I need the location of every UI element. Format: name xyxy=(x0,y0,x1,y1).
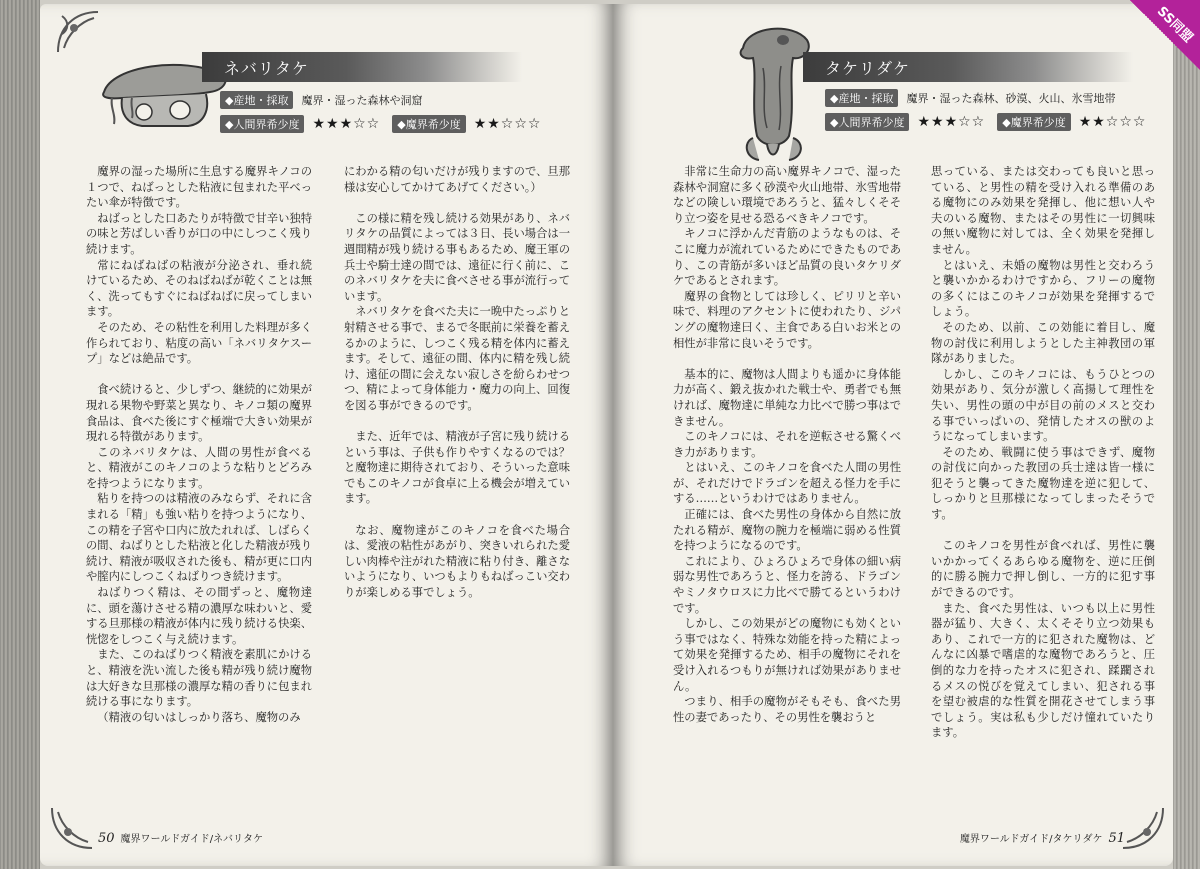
watermark-text: SS同盟 xyxy=(1153,3,1196,46)
human-rarity-label: ◆人間界希少度 xyxy=(220,115,304,133)
human-rarity-stars: ★★★☆☆ xyxy=(917,114,986,130)
takeridake-mushroom-illustration xyxy=(723,18,823,168)
paragraph: キノコに浮かんだ青筋のようなものは、そこに魔力が流れているためにできたものであり、この青筋が多いほど品質の良いタケリダケであるとされます。 xyxy=(673,227,901,288)
paragraph: また、このねばりつく精液を素肌にかけると、精液を洗い流した後も精が残り続け魔物は大好きな旦那様の濃厚な精の香りに包まれ続ける事になります。 xyxy=(86,648,312,709)
human-rarity-stars: ★★★☆☆ xyxy=(312,116,381,132)
paragraph: このネバリタケは、人間の男性が食べると、精液がこのキノコのような粘りとどろみを持つようになります。 xyxy=(86,445,312,490)
demon-rarity-stars: ★★☆☆☆ xyxy=(473,116,542,132)
rarity-field xyxy=(220,114,541,134)
paragraph: また、近年では、精液が子宮に残り続けるという事は、子供も作りやすくなるのでは？と魔物達に期待されており、そういった意味でもこのキノコが食卓に上る機会が増えています。 xyxy=(344,430,570,506)
footer-text: 魔界ワールドガイド/タケリダケ xyxy=(959,834,1103,845)
origin-value: 魔界・湿った森林、砂漠、火山、氷雪地帯 xyxy=(906,92,1116,105)
page-title: タケリダケ xyxy=(803,52,1133,82)
paragraph: また、食べた男性は、いつも以上に男性器が猛り、大きく、太くそそり立つ効果もあり、これで一方的に犯された魔物は、どんなに凶暴で嗜虐的な魔物であろうと、圧倒的な力を持ったオスに犯され、蹂躙されるメスの悦びを覚えてしまい、犯される事を望む被虐的な性質を開花させてしまう事でしょう。実は私も少しだけ憧れていたります。 xyxy=(931,601,1155,740)
page-title: ネバリタケ xyxy=(202,52,522,82)
left-page-footer xyxy=(98,830,263,846)
paragraph: しかし、このキノコには、もうひとつの効果があり、気分が激しく高揚して理性を失い、男性の頭の中が目の前のメスと交わる事でいっぱいの、発情したオスの獣のようになってしまいます。 xyxy=(931,367,1155,444)
paragraph: 常にねばねばの粘液が分泌され、垂れ続けているため、そのねばねばが乾くことは無く、洗ってもすぐにねばねばに戻ってしまいます。 xyxy=(86,258,312,319)
demon-rarity-label: ◆魔界希少度 xyxy=(392,115,465,133)
left-page-column-2 xyxy=(344,164,570,601)
footer-text: 魔界ワールドガイド/ネバリタケ xyxy=(120,834,264,845)
paragraph: 魔界の湿った場所に生息する魔界キノコの１つで、ねばっとした粘液に包まれた平べったい傘が特徴です。 xyxy=(86,165,312,210)
paragraph: このキノコを男性が食べれば、男性に襲いかかってくるあらゆる魔物を、逆に圧倒的に勝る腕力で押し倒し、一方的に犯す事ができるのです。 xyxy=(931,539,1155,600)
paragraph: 食べ続けると、少しずつ、継続的に効果が現れる果物や野菜と異なり、キノコ類の魔界食品は、食べた後にすぐ極端で大きい効果が現れる特徴があります。 xyxy=(86,383,312,444)
paragraph: ねばっとした口あたりが特徴で甘辛い独特の味と芳ばしい香りが口の中にしつこく残り続けます。 xyxy=(86,211,312,256)
paragraph: そのため、以前、この効能に着目し、魔物の討伐に利用しようとした主神教団の軍隊がありました。 xyxy=(931,320,1155,366)
origin-field xyxy=(220,90,422,110)
page-edges-right xyxy=(1173,0,1200,869)
paragraph: このキノコには、それを逆転させる驚くべき力があります。 xyxy=(673,430,901,459)
paragraph: （精液の匂いはしっかり落ち、魔物のみ xyxy=(97,710,301,724)
paragraph: にわかる精の匂いだけが残りますので、旦那様は安心してかけてあげてください。） xyxy=(344,165,570,194)
right-page-footer xyxy=(960,830,1125,846)
page-number: 50 xyxy=(98,831,115,846)
paragraph: しかし、この効果がどの魔物にも効くという事ではなく、特殊な効能を持った精によって効果を発揮するため、相手の魔物にそれを受け入れるつもりが無ければ効果がありません。 xyxy=(673,617,901,693)
origin-label: ◆産地・採取 xyxy=(220,91,293,109)
right-page xyxy=(613,4,1173,866)
right-page-column-1 xyxy=(673,164,901,725)
origin-field xyxy=(825,88,1115,108)
paragraph: 基本的に、魔物は人間よりも遥かに身体能力が高く、鍛え抜かれた戦士や、勇者でも無ければ、魔物達に単純な力比べで勝つ事はできません。 xyxy=(673,367,901,428)
paragraph: なお、魔物達がこのキノコを食べた場合は、愛液の粘性があがり、突きいれられた愛しい肉棒や注がれた精液に粘り付き、離さないようになり、いつもよりもねばっこい交わりが楽しめる事でしょう。 xyxy=(344,523,570,600)
paragraph: ネバリタケを食べた夫に一晩中たっぷりと射精させる事で、まるで冬眠前に栄養を蓄えるかのように、しつこく残る精を体内に蓄えます。そして、遠征の間、体内に精を残し続け、遠征の間に会えない寂しさを紛らわせつつ、精によって身体能力・魔力の向上、回復を図る事ができるのです。 xyxy=(344,305,570,412)
origin-label: ◆産地・採取 xyxy=(825,89,898,107)
origin-value: 魔界・湿った森林や洞窟 xyxy=(301,94,423,107)
rarity-field xyxy=(825,112,1146,132)
paragraph: とはいえ、このキノコを食べた人間の男性が、それだけでドラゴンを超える怪力を手にする……というわけではありません。 xyxy=(673,461,901,506)
paragraph: 魔界の食物としては珍しく、ピリリと辛い味で、料理のアクセントに使われたり、ジパングの魔物達曰く、主食である白いお米との相性が非常に良いそうです。 xyxy=(673,289,901,350)
paragraph: 非常に生命力の高い魔界キノコで、湿った森林や洞窟に多く砂漠や火山地帯、氷雪地帯などの険しい環境であろうと、猛々しくそそり立つ姿を見せる恐るべきキノコです。 xyxy=(673,165,901,225)
corner-ornament-icon xyxy=(1119,804,1167,852)
left-page xyxy=(40,4,613,866)
corner-ornament-icon xyxy=(48,804,96,852)
paragraph: そのため、戦闘に使う事はできず、魔物の討伐に向かった教団の兵士達は皆一様に犯そうと襲ってきた魔物達を逆に犯して、しっかりと旦那様になってしまったそうです。 xyxy=(931,445,1155,522)
page-edges-left xyxy=(0,0,40,869)
demon-rarity-stars: ★★☆☆☆ xyxy=(1078,114,1147,130)
paragraph: この様に精を残し続ける効果があり、ネバリタケの品質によっては３日、長い場合は一週間精が残り続ける事もあるため、魔王軍の兵士や騎士達の間では、遠征に行く前に、このネバリタケを夫に食べさせる事が流行っています。 xyxy=(344,211,570,303)
right-page-column-2 xyxy=(931,164,1155,741)
paragraph: とはいえ、未婚の魔物は男性と交わろうと襲いかかるわけですから、フリーの魔物の多くにはこのキノコが効果を発揮するでしょう。 xyxy=(931,258,1155,319)
watermark-badge xyxy=(1130,0,1200,70)
demon-rarity-label: ◆魔界希少度 xyxy=(997,113,1070,131)
paragraph: 粘りを持つのは精液のみならず、それに含まれる「精」も強い粘りを持つようになり、この精を子宮や口内に放たれれば、しばらくの間、ねばりとした粘液と化した精液が残り続け、精液が吸収された後も、精が更に口内や膣内にしつこくねばりつき続けます。 xyxy=(86,492,312,584)
corner-ornament-icon xyxy=(54,8,102,56)
page-number: 51 xyxy=(1108,831,1125,846)
paragraph: そのため、その粘性を利用した料理が多く作られており、粘度の高い「ネバリタケスープ」などは絶品です。 xyxy=(86,320,312,366)
left-page-column-1 xyxy=(86,164,312,725)
paragraph: 思っている、または交わっても良いと思っている、と男性の精を受け入れる準備のある魔物にのみ効果を発揮し、他に想い人や夫のいる魔物、またはその男性に一切興味の無い魔物に対しては、全く効果を発揮しません。 xyxy=(931,165,1155,256)
paragraph: これにより、ひょろひょろで身体の細い病弱な男性であろうと、怪力を誇る、ドラゴンやミノタウロスに力比べで勝てるというわけです。 xyxy=(673,554,901,615)
paragraph: ねばりつく精は、その間ずっと、魔物達に、頭を蕩けさせる精の濃厚な味わいと、愛する旦那様の精液が体内に残り続ける快楽、恍惚をしつこく与え続けます。 xyxy=(86,586,312,646)
human-rarity-label: ◆人間界希少度 xyxy=(825,113,909,131)
paragraph: つまり、相手の魔物がそもそも、食べた男性の妻であったり、その男性を襲おうと xyxy=(673,695,901,724)
paragraph: 正確には、食べた男性の身体から自然に放たれる精が、魔物の腕力を極端に弱める性質を持つようになるのです。 xyxy=(673,508,901,553)
